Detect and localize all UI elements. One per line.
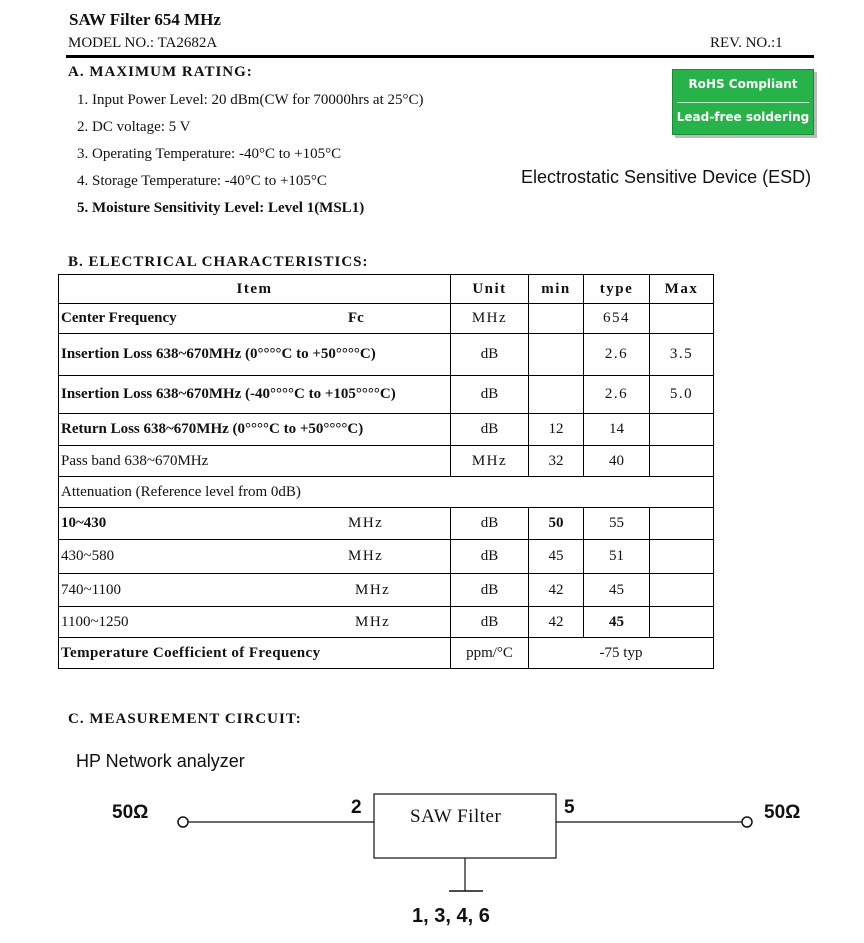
rohs-label: RoHS Compliant xyxy=(688,77,798,91)
row-type: 654 xyxy=(584,304,650,334)
table-row xyxy=(59,446,714,477)
row-max: 3.5 xyxy=(650,334,714,376)
row-min xyxy=(529,334,584,376)
row-min xyxy=(529,304,584,334)
row-label: Return Loss 638~670MHz (0°°°°C to +50°°°°C) xyxy=(59,414,451,446)
badge-divider xyxy=(677,102,809,103)
output-terminal xyxy=(742,817,752,827)
header-min: min xyxy=(529,275,584,304)
output-pin: 5 xyxy=(564,797,575,818)
row-type: 40 xyxy=(584,446,650,477)
table-row xyxy=(59,638,714,669)
row-max xyxy=(650,446,714,477)
table-header-row xyxy=(59,275,714,304)
row-type: 45 xyxy=(584,574,650,607)
row-min: 50 xyxy=(529,508,584,540)
table-row xyxy=(59,508,714,540)
lead-free-label: Lead-free soldering xyxy=(676,110,810,124)
row-label: 740~1100 xyxy=(61,581,122,598)
row-type: 2.6 xyxy=(584,376,650,414)
row-typ: -75 typ xyxy=(529,638,714,669)
row-type: 45 xyxy=(584,607,650,638)
row-unit: MHz xyxy=(451,304,529,334)
table-row xyxy=(59,540,714,574)
table-row xyxy=(59,477,714,508)
analyzer-label: HP Network analyzer xyxy=(76,751,245,771)
row-label: Temperature Coefficient of Frequency xyxy=(59,638,451,669)
row-type: 51 xyxy=(584,540,650,574)
rating-item-4: 4. Storage Temperature: -40°C to +105°C xyxy=(77,173,327,189)
rating-item-3: 3. Operating Temperature: -40°C to +105°C xyxy=(77,146,342,162)
row-max xyxy=(650,414,714,446)
row-symbol: Fc xyxy=(348,310,364,326)
row-label: 430~580 xyxy=(61,548,115,564)
header-item: Item xyxy=(59,275,451,304)
row-type: 55 xyxy=(584,508,650,540)
section-b-title: B. ELECTRICAL CHARACTERISTICS: xyxy=(68,254,369,270)
table-row xyxy=(59,376,714,414)
table-row xyxy=(59,574,714,607)
row-unit: dB xyxy=(451,334,529,376)
header-type: type xyxy=(584,275,650,304)
row-label: Center Frequency xyxy=(61,310,177,326)
row-symbol: MHz xyxy=(355,581,391,598)
row-label: Attenuation (Reference level from 0dB) xyxy=(59,477,714,508)
row-symbol: MHz xyxy=(348,548,384,564)
row-unit: MHz xyxy=(451,446,529,477)
esd-notice: Electrostatic Sensitive Device (ESD) xyxy=(521,167,812,187)
ground-pins: 1, 3, 4, 6 xyxy=(412,905,490,927)
section-a-title: A. MAXIMUM RATING: xyxy=(68,64,253,80)
electrical-table xyxy=(58,274,714,669)
model-number: MODEL NO.: TA2682A xyxy=(68,35,218,51)
section-c-title: C. MEASUREMENT CIRCUIT: xyxy=(68,711,302,727)
right-impedance: 50Ω xyxy=(764,802,801,823)
table-row xyxy=(59,414,714,446)
row-unit: dB xyxy=(451,574,529,607)
row-label: Insertion Loss 638~670MHz (0°°°°C to +50°°°°C) xyxy=(59,334,451,376)
row-label: Insertion Loss 638~670MHz (-40°°°°C to +105°°°°C) xyxy=(59,376,451,414)
row-min: 42 xyxy=(529,607,584,638)
table-row xyxy=(59,334,714,376)
table-row xyxy=(59,607,714,638)
input-pin: 2 xyxy=(351,797,362,818)
header-rule xyxy=(66,55,814,58)
row-max xyxy=(650,540,714,574)
rohs-badge xyxy=(672,69,814,135)
row-min: 42 xyxy=(529,574,584,607)
row-symbol: MHz xyxy=(355,613,391,630)
rating-item-2: 2. DC voltage: 5 V xyxy=(77,119,191,135)
row-unit: ppm/°C xyxy=(451,638,529,669)
row-min: 32 xyxy=(529,446,584,477)
row-type: 14 xyxy=(584,414,650,446)
row-max xyxy=(650,607,714,638)
row-min: 12 xyxy=(529,414,584,446)
header-unit: Unit xyxy=(451,275,529,304)
revision-number: REV. NO.:1 xyxy=(710,35,783,51)
table-row xyxy=(59,304,714,334)
left-impedance: 50Ω xyxy=(112,802,149,823)
header-max: Max xyxy=(650,275,714,304)
input-terminal xyxy=(178,817,188,827)
row-min: 45 xyxy=(529,540,584,574)
row-min xyxy=(529,376,584,414)
row-type: 2.6 xyxy=(584,334,650,376)
row-max: 5.0 xyxy=(650,376,714,414)
row-max xyxy=(650,574,714,607)
measurement-circuit xyxy=(0,740,864,940)
row-label: 10~430 xyxy=(61,515,107,531)
saw-filter-label: SAW Filter xyxy=(410,806,502,827)
row-max xyxy=(650,508,714,540)
row-symbol: MHz xyxy=(348,515,384,531)
page-title: SAW Filter 654 MHz xyxy=(69,10,221,29)
row-max xyxy=(650,304,714,334)
rating-item-5: 5. Moisture Sensitivity Level: Level 1(MSL1) xyxy=(77,200,365,216)
rating-item-1: 1. Input Power Level: 20 dBm(CW for 70000hrs at 25°C) xyxy=(77,92,424,108)
row-unit: dB xyxy=(451,376,529,414)
row-label: 1100~1250 xyxy=(61,613,129,630)
row-unit: dB xyxy=(451,540,529,574)
row-unit: dB xyxy=(451,607,529,638)
row-unit: dB xyxy=(451,508,529,540)
row-label: Pass band 638~670MHz xyxy=(59,446,451,477)
row-unit: dB xyxy=(451,414,529,446)
